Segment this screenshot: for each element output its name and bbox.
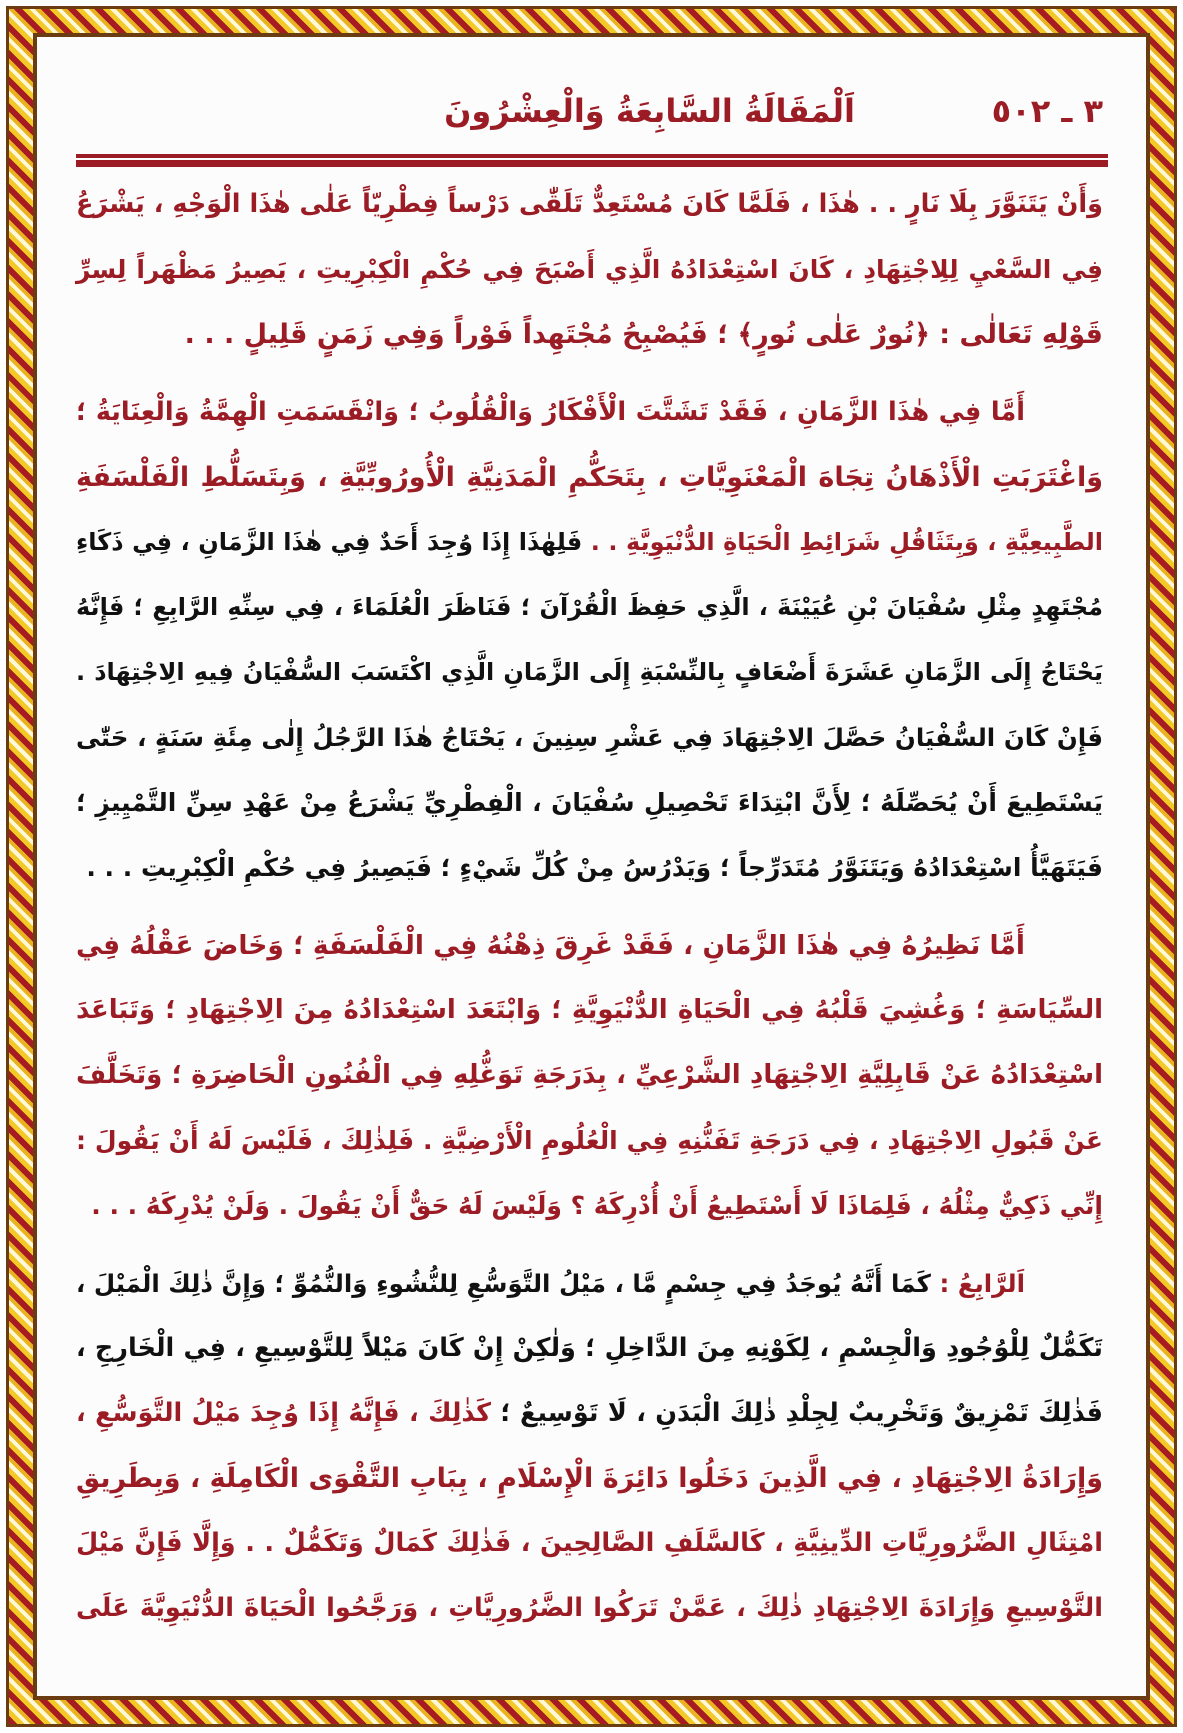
body-text: كَمَا أَنَّهُ يُوجَدُ فِي جِسْمٍ مَّا ، مَيْلُ التَّوَسُّعِ لِلنُّشُوءِ وَالنُّمُوِّ ؛ وَإِنَّ ذٰلِكَ الْمَيْلَ ، xyxy=(76,1269,931,1298)
highlighted-text: الطَّبِيعِيَّةِ ، وَبِتَثَاقُلِ شَرَائِطِ الْحَيَاةِ الدُّنْيَوِيَّةِ . . xyxy=(582,528,1104,556)
highlighted-text: قَوْلِهِ تَعَالٰى : ﴿نُورٌ عَلٰى نُورٍ﴾ ؛ فَيُصْبِحُ مُجْتَهِداً فَوْراً وَفِي زَمَنٍ قَلِيلٍ . . . xyxy=(184,319,1103,350)
text-line xyxy=(76,510,1103,575)
highlighted-text: اسْتِعْدَادُهُ عَنْ قَابِلِيَّةِ الِاجْتِهَادِ الشَّرْعِيِّ ، بِدَرَجَةِ تَوَغُّلِهِ فِي الْفُنُونِ الْحَاضِرَةِ ؛ وَتَخَلَّفَ xyxy=(76,1060,1103,1090)
text-line xyxy=(76,1173,1103,1238)
highlighted-text: امْتِثَالِ الضَّرُورِيَّاتِ الدِّينِيَّةِ ، كَالسَّلَفِ الصَّالِحِينَ ، فَذٰلِكَ كَمَالٌ وَتَكَمُّلٌ . . وَإِلَّا فَإِنَّ مَيْلَ xyxy=(76,1528,1103,1558)
text-line xyxy=(76,172,1103,237)
highlighted-text: كَذٰلِكَ ، فَإِنَّهُ إِذَا وُجِدَ مَيْلُ التَّوَسُّعِ ، xyxy=(76,1398,491,1428)
text-line xyxy=(76,835,1103,900)
highlighted-text: أَمَّا نَظِيرُهُ فِي هٰذَا الزَّمَانِ ، فَقَدْ غَرِقَ ذِهْنُهُ فِي الْفَلْسَفَةِ ؛ وَخَاضَ عَقْلُهُ فِي xyxy=(76,930,1025,961)
body-text: فَلِهٰذَا إِذَا وُجِدَ أَحَدٌ فِي هٰذَا الزَّمَانِ ، فِي ذَكَاءِ xyxy=(76,528,583,556)
page-body xyxy=(76,172,1103,1654)
body-text: يَحْتَاجُ إِلَى الزَّمَانِ عَشَرَةَ أَضْعَافٍ بِالنِّسْبَةِ إِلَى الزَّمَانِ الَّذِي اكْتَسَبَ السُّفْيَانُ فِيهِ الِاجْتِهَادَ . xyxy=(76,658,1103,686)
highlighted-text: فِي السَّعْيِ لِلِاجْتِهَادِ ، كَانَ اسْتِعْدَادُهُ الَّذِي أَصْبَحَ فِي حُكْمِ الْكِبْرِيتِ ، يَصِيرُ مَظْهَراً لِسِرِّ xyxy=(76,255,1103,284)
text-line xyxy=(76,1043,1103,1108)
paragraph xyxy=(76,1251,1103,1641)
highlighted-text: اَلرَّابِعُ : xyxy=(930,1269,1026,1298)
text-line xyxy=(76,302,1103,367)
text-line xyxy=(76,445,1103,510)
page-header xyxy=(76,92,1103,136)
text-line xyxy=(76,770,1103,835)
highlighted-text: السِّيَاسَةِ ؛ وَغُشِيَ قَلْبُهُ فِي الْحَيَاةِ الدُّنْيَوِيَّةِ ؛ وَابْتَعَدَ اسْتِعْدَادُهُ مِنَ الِاجْتِهَادِ ؛ وَتَبَاعَدَ xyxy=(76,995,1103,1025)
text-line xyxy=(76,978,1103,1043)
body-text: فَيَتَهَيَّأُ اسْتِعْدَادُهُ وَيَتَنَوَّرُ مُتَدَرِّجاً ؛ وَيَدْرُسُ مِنْ كُلِّ شَيْءٍ ؛ فَيَصِيرُ فِي حُكْمِ الْكِبْرِيتِ . . . xyxy=(86,853,1103,882)
body-text: فَذٰلِكَ تَمْزِيقٌ وَتَخْرِيبٌ لِجِلْدِ ذٰلِكَ الْبَدَنِ ، لَا تَوْسِيعٌ ؛ xyxy=(490,1398,1103,1428)
highlighted-text: وَاغْتَرَبَتِ الْأَذْهَانُ تِجَاهَ الْمَعْنَوِيَّاتِ ، بِتَحَكُّمِ الْمَدَنِيَّةِ الْأُورُوبِّيَّةِ ، وَبِتَسَلُّطِ الْفَلْسَفَةِ xyxy=(76,462,1103,493)
text-line xyxy=(76,1251,1103,1316)
highlighted-text: أَمَّا فِي هٰذَا الزَّمَانِ ، فَقَدْ تَشَتَّتَ الْأَفْكَارُ وَالْقُلُوبُ ؛ وَانْقَسَمَتِ الْهِمَّةُ وَالْعِنَايَةُ ؛ xyxy=(76,397,1025,427)
highlighted-text: وَأَنْ يَتَنَوَّرَ بِلَا نَارٍ . . هٰذَا ، فَلَمَّا كَانَ مُسْتَعِدٌّ تَلَقّٰى دَرْساً فِطْرِيّاً عَلٰى هٰذَا الْوَجْهِ ، يَشْرَعُ xyxy=(76,189,1103,219)
page-title: اَلْمَقَالَةُ السَّابِعَةُ وَالْعِشْرُونَ xyxy=(444,92,855,130)
text-line xyxy=(76,575,1103,640)
text-line xyxy=(76,380,1103,445)
body-text: مُجْتَهِدٍ مِثْلِ سُفْيَانَ بْنِ عُيَيْنَةَ ، الَّذِي حَفِظَ الْقُرْآنَ ؛ فَنَاظَرَ الْعُلَمَاءَ ، فِي سِنِّهِ الرَّابِعِ ؛ فَإِنَّهُ xyxy=(76,593,1103,621)
text-line xyxy=(76,1381,1103,1446)
text-line xyxy=(76,705,1103,770)
body-text: تَكَمُّلٌ لِلْوُجُودِ وَالْجِسْمِ ، لِكَوْنِهِ مِنَ الدَّاخِلِ ؛ وَلٰكِنْ إِنْ كَانَ مَيْلاً لِلتَّوْسِيعِ ، فِي الْخَارِجِ ، xyxy=(76,1333,1103,1363)
text-line xyxy=(76,1576,1103,1641)
highlighted-text: التَّوْسِيعِ وَإِرَادَةَ الِاجْتِهَادِ ذٰلِكَ ، عَمَّنْ تَرَكُوا الضَّرُورِيَّاتِ ، وَرَجَّحُوا الْحَيَاةَ الدُّنْيَوِيَّةَ عَلَى xyxy=(76,1593,1103,1623)
highlighted-text: إِنِّي ذَكِيٌّ مِثْلُهُ ، فَلِمَاذَا لَا أَسْتَطِيعُ أَنْ أُدْرِكَهُ ؟ وَلَيْسَ لَهُ حَقٌّ أَنْ يَقُولَ . وَلَنْ يُدْرِكَهُ . . . xyxy=(91,1191,1103,1220)
text-line xyxy=(76,1316,1103,1381)
body-text: فَإِنْ كَانَ السُّفْيَانُ حَصَّلَ الِاجْتِهَادَ فِي عَشْرِ سِنِينَ ، يَحْتَاجُ هٰذَا الرَّجُلُ إِلٰى مِئَةِ سَنَةٍ ، حَتّٰى xyxy=(76,723,1103,752)
text-line xyxy=(76,1446,1103,1511)
highlighted-text: عَنْ قَبُولِ الِاجْتِهَادِ ، فِي دَرَجَةِ تَفَنُّنِهِ فِي الْعُلُومِ الْأَرْضِيَّةِ . فَلِذٰلِكَ ، فَلَيْسَ لَهُ أَنْ يَقُولَ : xyxy=(76,1126,1103,1155)
body-text: يَسْتَطِيعَ أَنْ يُحَصِّلَهُ ؛ لِأَنَّ ابْتِدَاءَ تَحْصِيلِ سُفْيَانَ ، الْفِطْرِيِّ يَشْرَعُ مِنْ عَهْدِ سِنِّ التَّمْيِيزِ ؛ xyxy=(76,788,1103,817)
text-line xyxy=(76,640,1103,705)
header-divider-thin xyxy=(76,154,1108,158)
text-line xyxy=(76,237,1103,302)
page-number: ٣ ـ ٥٠٢ xyxy=(991,92,1103,130)
text-line xyxy=(76,1108,1103,1173)
text-line xyxy=(76,1511,1103,1576)
paragraph xyxy=(76,172,1103,367)
paragraph xyxy=(76,913,1103,1238)
paragraph xyxy=(76,380,1103,900)
highlighted-text: وَإِرَادَةُ الِاجْتِهَادِ ، فِي الَّذِينَ دَخَلُوا دَائِرَةَ الْإِسْلَامِ ، بِبَابِ التَّقْوَى الْكَامِلَةِ ، وَبِطَرِيقِ xyxy=(76,1463,1103,1494)
text-line xyxy=(76,913,1103,978)
header-divider-thick xyxy=(76,160,1108,167)
